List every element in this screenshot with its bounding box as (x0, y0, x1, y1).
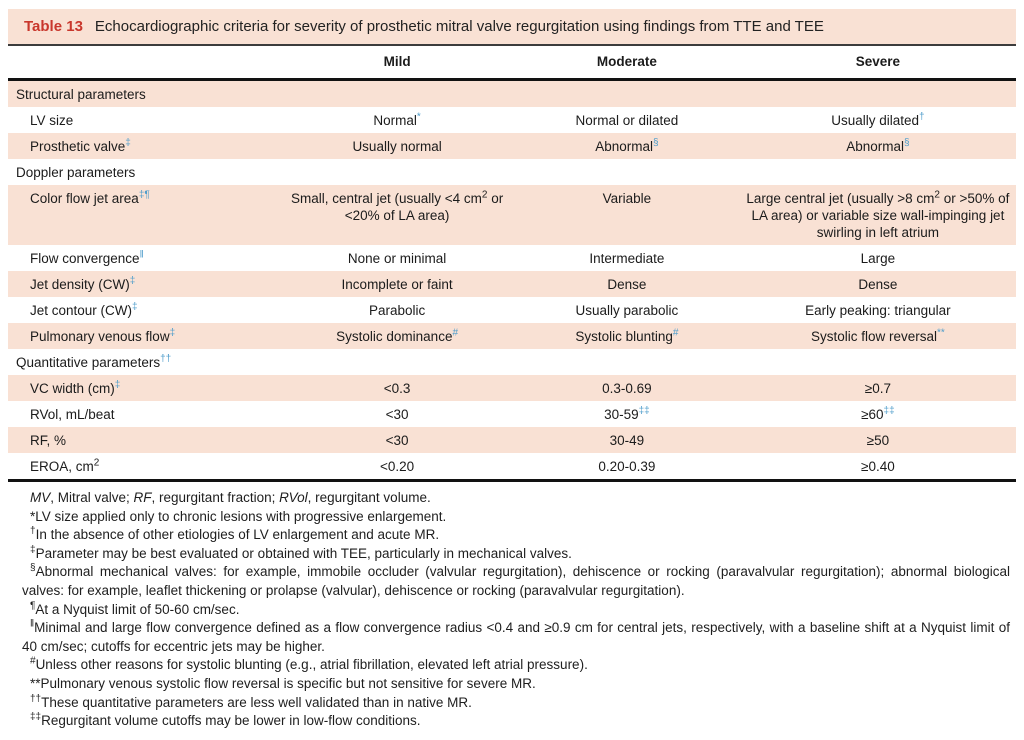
table-cell: Normal or dilated (575, 112, 679, 128)
table-row (8, 133, 1016, 159)
parameter-label: EROA, $cm^2$ (30, 457, 100, 474)
parameter-label: Flow convergence‖ (30, 249, 144, 266)
table-cell: <0.20 (379, 458, 415, 474)
parameter-label: RF, % (30, 432, 67, 448)
parameter-label: RVol, mL/beat (30, 406, 115, 422)
table-cell: Large (860, 250, 896, 266)
superscript: ‡ (30, 544, 36, 556)
section-row (8, 159, 1016, 185)
table-cell: Systolic flow reversal** (810, 327, 945, 344)
superscript: 2 (481, 189, 488, 200)
superscript: 2 (934, 189, 940, 200)
footnote-marker: † (919, 111, 925, 122)
footnote-marker: # (452, 327, 459, 338)
footnote: ‡‡Regurgitant volume cutoffs may be lower in low-flow conditions. (30, 711, 421, 729)
footnote-marker: § (904, 137, 910, 148)
header-moderate: Moderate (514, 46, 740, 80)
superscript: # (30, 655, 36, 667)
footnote-marker: § (653, 137, 659, 148)
footnote-marker: ‡ (114, 379, 121, 390)
footnote: **Pulmonary venous systolic flow reversal is specific but not sensitive for severe MR. (30, 675, 536, 691)
table-cell: Usually normal (352, 138, 442, 154)
table-cell: Normal* (373, 111, 421, 128)
table-row (8, 323, 1016, 349)
footnote-marker: ‡ (129, 275, 136, 286)
footnote-marker: ‡‡ (883, 405, 895, 416)
section-label: Doppler parameters (16, 164, 136, 180)
superscript: †† (30, 693, 42, 705)
parameter-label: Color flow jet area‡¶ (30, 189, 150, 206)
footnote-marker: * (416, 111, 421, 122)
footnote-marker: # (672, 327, 679, 338)
section-row (8, 80, 1016, 108)
table-cell: ≥0.7 (864, 380, 891, 396)
superscript: § (30, 562, 36, 574)
table-cell: Systolic blunting# (575, 327, 679, 344)
header-mild: Mild (280, 46, 514, 80)
table-cell: Abnormal§ (846, 137, 910, 154)
footnote-marker: ** (937, 327, 945, 338)
footnote: †In the absence of other etiologies of LV enlargement and acute MR. (30, 525, 440, 543)
table-cell: Systolic dominance# (336, 327, 459, 344)
table-cell: 30-49 (609, 432, 645, 448)
table-row (8, 185, 1016, 245)
table-cell: 0.3-0.69 (602, 380, 652, 396)
footnote: #Unless other reasons for systolic blunting (e.g., atrial fibrillation, elevated left atrial pressure). (30, 655, 588, 673)
superscript: ‡‡ (30, 711, 42, 723)
table-cell: Dense (858, 276, 898, 292)
table-cell: Usually parabolic (575, 302, 679, 318)
table-number: Table 13 (24, 18, 83, 35)
table-title-bar (8, 9, 1016, 46)
table-cell: 0.20-0.39 (598, 458, 656, 474)
header-severe: Severe (740, 46, 1016, 80)
table-cell: Dense (607, 276, 647, 292)
footnote-marker: ‡ (125, 137, 131, 148)
table-row (8, 297, 1016, 323)
table-row (8, 453, 1016, 481)
section-label: Structural parameters (16, 86, 146, 102)
footnote: ‖Minimal and large flow convergence defined as a flow convergence radius <0.4 and ≥0.9 cm for central jets, respectively, with a baseline shift at a Nyquist limit of 40 cm/sec; cutoffs for eccentric jets may be higher. (22, 618, 1010, 654)
superscript: ‖ (30, 618, 35, 630)
footnote: ‡Parameter may be best evaluated or obtained with TEE, particularly in mechanical valves. (30, 544, 572, 561)
footnote: ††These quantitative parameters are less well validated than in native MR. (30, 693, 472, 710)
table-header (8, 46, 1016, 80)
table-cell: Early peaking: triangular (805, 302, 951, 318)
parameter-label: Pulmonary venous flow‡ (30, 327, 176, 344)
table-cell: Incomplete or faint (341, 276, 453, 292)
header-row (8, 46, 1016, 80)
table-cell: Usually dilated† (831, 111, 925, 128)
table-row (8, 427, 1016, 453)
table-row (8, 107, 1016, 133)
table-cell: ≥50 (866, 432, 890, 448)
table-body (8, 80, 1016, 481)
footnote-marker: †† (160, 353, 172, 364)
footnote: *LV size applied only to chronic lesions with progressive enlargement. (30, 508, 447, 524)
parameter-label: LV size (30, 112, 74, 128)
table-row (8, 401, 1016, 427)
severity-criteria-table (8, 46, 1016, 482)
table-cell: <30 (385, 432, 409, 448)
superscript: † (30, 525, 36, 537)
table-caption: Echocardiographic criteria for severity of prosthetic mitral valve regurgitation using findings from TTE and TEE (94, 18, 824, 35)
table-cell: Variable (602, 190, 652, 206)
table-cell: <0.3 (383, 380, 411, 396)
table-cell: None or minimal (347, 250, 447, 266)
table-row (8, 375, 1016, 401)
parameter-label: VC width (cm)‡ (30, 379, 121, 396)
superscript: 2 (93, 457, 100, 468)
table-cell: 30-59‡‡ (604, 405, 650, 422)
footnote-marker: ‡¶ (138, 189, 150, 200)
table-cell: Parabolic (368, 302, 426, 318)
superscript: ¶ (30, 600, 36, 612)
parameter-label: Jet density (CW)‡ (30, 275, 136, 292)
footnote-marker: ‡ (132, 301, 138, 312)
footnotes (8, 482, 1016, 731)
table-cell: Abnormal§ (595, 137, 659, 154)
parameter-label: Jet contour (CW)‡ (30, 301, 138, 318)
table-row (8, 271, 1016, 297)
footnote-marker: ‡‡ (638, 405, 650, 416)
table-cell: Large central jet (usually >8 $cm^2$ or >50% of LA area) or variable size wall-impinging jet swirling in left atrium (746, 189, 1010, 240)
header-parameter-spacer (8, 46, 280, 80)
section-label: Quantitative parameters†† (16, 353, 172, 370)
table-cell: Intermediate (589, 250, 665, 266)
table-cell: Small, central jet (usually <4 $cm^2$ or <20% of LA area) (290, 189, 504, 223)
table-cell: ≥0.40 (861, 458, 895, 474)
footnote-marker: ‡ (169, 327, 176, 338)
table-row (8, 245, 1016, 271)
parameter-label: Prosthetic valve‡ (30, 137, 131, 154)
footnote: §Abnormal mechanical valves: for example, immobile occluder (valvular regurgitation), dehiscence or rocking (paravalvular regurgitation); abnormal biological valves: for example, leaflet thickening or prolapse (valvular), dehiscence or rocking (paravalvular regurgitation). (22, 562, 1010, 598)
footnote-marker: ‖ (139, 249, 144, 260)
section-row (8, 349, 1016, 375)
footnote: MV, Mitral valve; RF, regurgitant fraction; RVol, regurgitant volume. (30, 490, 431, 505)
footnote: ¶At a Nyquist limit of 50-60 cm/sec. (30, 600, 240, 617)
table-cell: <30 (385, 406, 409, 422)
table-cell: ≥60‡‡ (861, 405, 895, 422)
